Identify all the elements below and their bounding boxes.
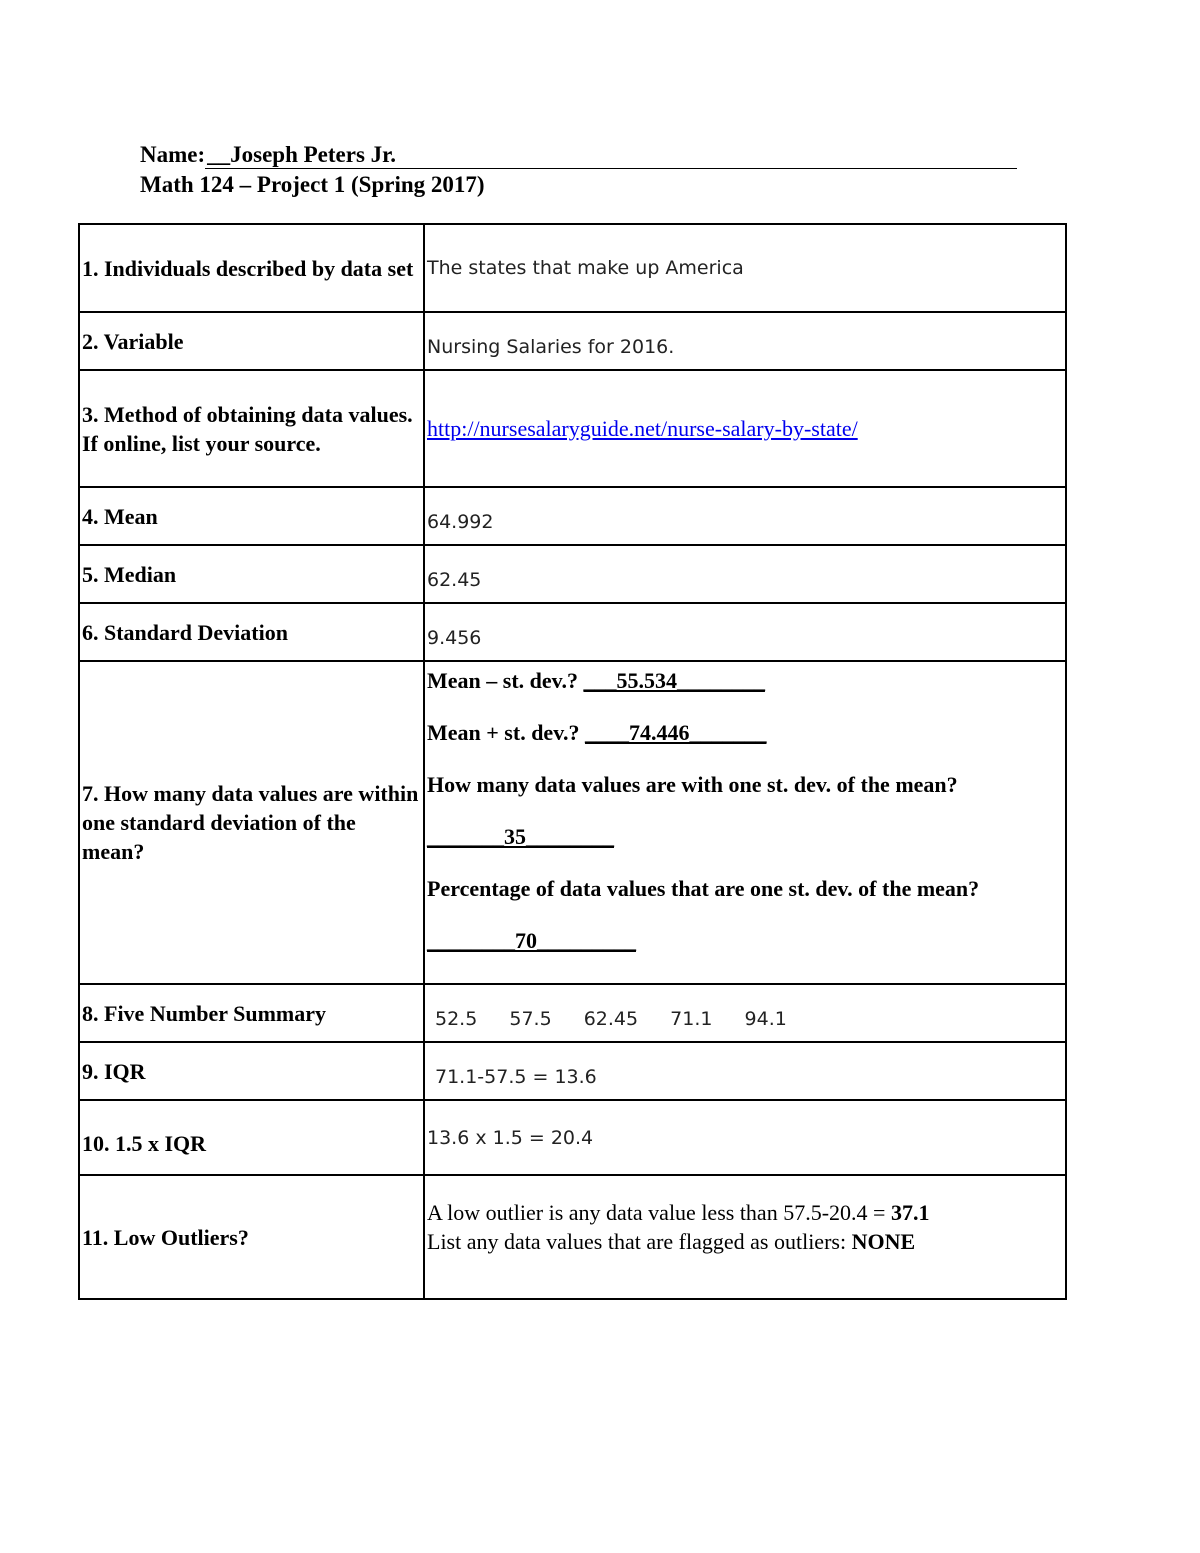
- answer-9[interactable]: 71.1-57.5 = 13.6: [424, 1042, 1066, 1100]
- mean-plus-label: Mean + st. dev.?: [427, 720, 580, 745]
- table-row: [79, 1175, 1066, 1299]
- count-value[interactable]: _______35________: [427, 824, 614, 849]
- percent-value[interactable]: ________70_________: [427, 928, 636, 953]
- answer-7: [424, 661, 1066, 984]
- five-number-max[interactable]: 94.1: [744, 1008, 787, 1030]
- question-11: 11. Low Outliers?: [79, 1175, 424, 1299]
- question-4: 4. Mean: [79, 487, 424, 545]
- table-row: [79, 1042, 1066, 1100]
- five-number-q3[interactable]: 71.1: [670, 1008, 713, 1030]
- table-row: [79, 984, 1066, 1042]
- table-row: [79, 370, 1066, 487]
- name-line: [140, 140, 1017, 170]
- question-9: 9. IQR: [79, 1042, 424, 1100]
- answer-6[interactable]: 9.456: [424, 603, 1066, 661]
- mean-minus-line: [427, 666, 1063, 695]
- flagged-outliers-line: [427, 1227, 1063, 1256]
- mean-minus-label: Mean – st. dev.?: [427, 668, 578, 693]
- question-10: 10. 1.5 x IQR: [79, 1100, 424, 1175]
- question-2: 2. Variable: [79, 312, 424, 370]
- five-number-q1[interactable]: 57.5: [509, 1008, 552, 1030]
- low-outlier-threshold-text: A low outlier is any data value less than 57.5-20.4 =: [427, 1200, 891, 1225]
- source-link[interactable]: http://nursesalaryguide.net/nurse-salary-by-state/: [427, 415, 858, 441]
- table-row: [79, 1100, 1066, 1175]
- low-outlier-threshold-value[interactable]: 37.1: [890, 1200, 930, 1225]
- count-label: How many data values are with one st. dev. of the mean?: [427, 772, 958, 797]
- project-table: [78, 223, 1067, 1300]
- five-number-min[interactable]: 52.5: [435, 1008, 478, 1030]
- table-row: [79, 545, 1066, 603]
- mean-plus-line: [427, 718, 1063, 747]
- question-3: 3. Method of obtaining data values. If online, list your source.: [79, 370, 424, 487]
- table-row: [79, 661, 1066, 984]
- table-row: [79, 603, 1066, 661]
- table-row: [79, 487, 1066, 545]
- question-6: 6. Standard Deviation: [79, 603, 424, 661]
- low-outlier-threshold-line: [427, 1198, 1063, 1227]
- answer-10[interactable]: 13.6 x 1.5 = 20.4: [424, 1100, 1066, 1175]
- answer-4[interactable]: 64.992: [424, 487, 1066, 545]
- answer-1[interactable]: The states that make up America: [424, 224, 1066, 312]
- answer-2[interactable]: Nursing Salaries for 2016.: [424, 312, 1066, 370]
- name-label: Name:: [140, 142, 206, 167]
- flagged-outliers-value[interactable]: NONE: [851, 1229, 916, 1254]
- question-5: 5. Median: [79, 545, 424, 603]
- flagged-outliers-text: List any data values that are flagged as outliers:: [427, 1229, 852, 1254]
- mean-plus-value[interactable]: ____74.446_______: [584, 720, 767, 745]
- answer-3: [424, 370, 1066, 487]
- question-7: 7. How many data values are within one standard deviation of the mean?: [79, 661, 424, 984]
- table-row: [79, 312, 1066, 370]
- table-row: [79, 224, 1066, 312]
- answer-8: [424, 984, 1066, 1042]
- name-value[interactable]: __Joseph Peters Jr.: [205, 142, 1017, 169]
- header: [140, 140, 1017, 200]
- percent-label: Percentage of data values that are one st. dev. of the mean?: [427, 876, 980, 901]
- mean-minus-value[interactable]: ___55.534________: [583, 668, 765, 693]
- five-number-median[interactable]: 62.45: [583, 1008, 639, 1030]
- question-1: 1. Individuals described by data set: [79, 224, 424, 312]
- course-title: Math 124 – Project 1 (Spring 2017): [140, 172, 485, 197]
- answer-5[interactable]: 62.45: [424, 545, 1066, 603]
- answer-11: [424, 1175, 1066, 1299]
- question-8: 8. Five Number Summary: [79, 984, 424, 1042]
